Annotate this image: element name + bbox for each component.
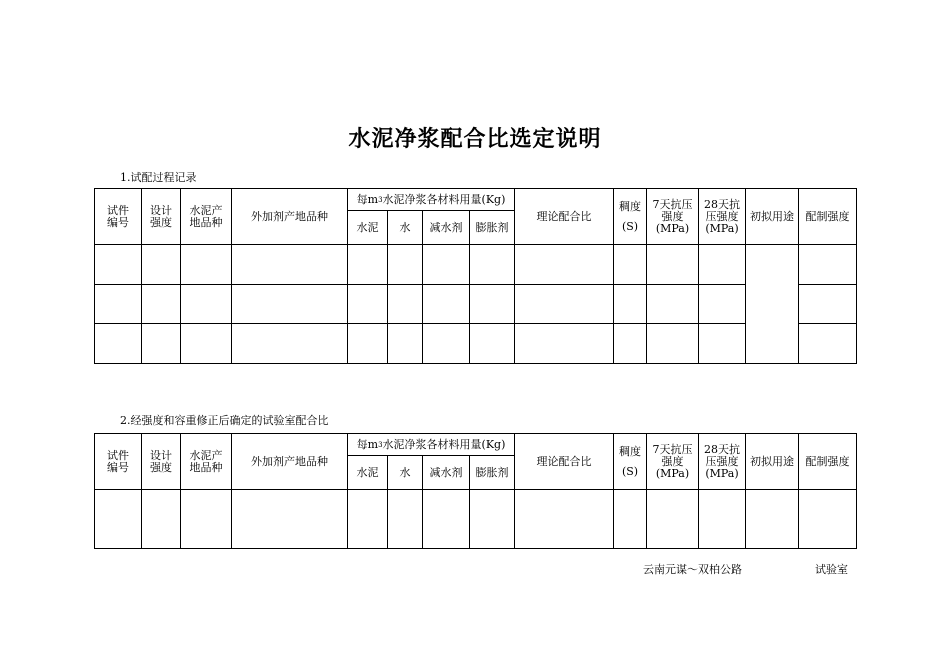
page-title: 水泥净浆配合比选定说明 — [348, 127, 602, 152]
header-sample-no: 试件编号 — [95, 189, 142, 245]
header-strength-28d: 28天抗压强度 (MPa) — [699, 434, 746, 490]
header-reducer: 减水剂 — [423, 211, 470, 245]
footer-lab: 试验室 — [815, 563, 848, 576]
header-cement: 水泥 — [348, 211, 388, 245]
header-cement-origin: 水泥产地品种 — [181, 189, 232, 245]
header-water: 水 — [388, 456, 423, 490]
header-water: 水 — [388, 211, 423, 245]
header-design-strength: 设计强度 — [142, 189, 181, 245]
header-theory-ratio: 理论配合比 — [515, 434, 614, 490]
table-row — [95, 324, 857, 364]
header-intended-use: 初拟用途 — [746, 434, 799, 490]
header-materials-group: 每$m^3$水泥净浆各材料用量(Kg) — [348, 434, 515, 456]
header-mix-strength: 配制强度 — [799, 434, 857, 490]
table-row — [95, 245, 857, 285]
table-row — [95, 285, 857, 324]
header-expander: 膨胀剂 — [470, 456, 515, 490]
header-cement: 水泥 — [348, 456, 388, 490]
header-intended-use: 初拟用途 — [746, 189, 799, 245]
header-admixture-origin: 外加剂产地品种 — [232, 434, 348, 490]
header-design-strength: 设计强度 — [142, 434, 181, 490]
header-cement-origin: 水泥产地品种 — [181, 434, 232, 490]
header-theory-ratio: 理论配合比 — [515, 189, 614, 245]
header-strength-7d: 7天抗压强度 (MPa) — [647, 434, 699, 490]
lab-mix-table — [94, 433, 857, 549]
header-admixture-origin: 外加剂产地品种 — [232, 189, 348, 245]
section-1-heading: 1.试配过程记录 — [120, 171, 197, 184]
header-reducer: 减水剂 — [423, 456, 470, 490]
header-materials-group: 每$m^3$水泥净浆各材料用量(Kg) — [348, 189, 515, 211]
header-strength-28d: 28天抗压强度 (MPa) — [699, 189, 746, 245]
header-consistency: 稠度 (S) — [614, 434, 647, 490]
header-expander: 膨胀剂 — [470, 211, 515, 245]
header-consistency: 稠度 (S) — [614, 189, 647, 245]
header-sample-no: 试件编号 — [95, 434, 142, 490]
footer-project: 云南元谋～双柏公路 — [643, 563, 742, 576]
intended-use-cell — [746, 245, 799, 364]
table-row — [95, 490, 857, 549]
section-2-heading: 2.经强度和容重修正后确定的试验室配合比 — [120, 414, 329, 427]
header-strength-7d: 7天抗压强度 (MPa) — [647, 189, 699, 245]
header-mix-strength: 配制强度 — [799, 189, 857, 245]
trial-record-table — [94, 188, 857, 364]
